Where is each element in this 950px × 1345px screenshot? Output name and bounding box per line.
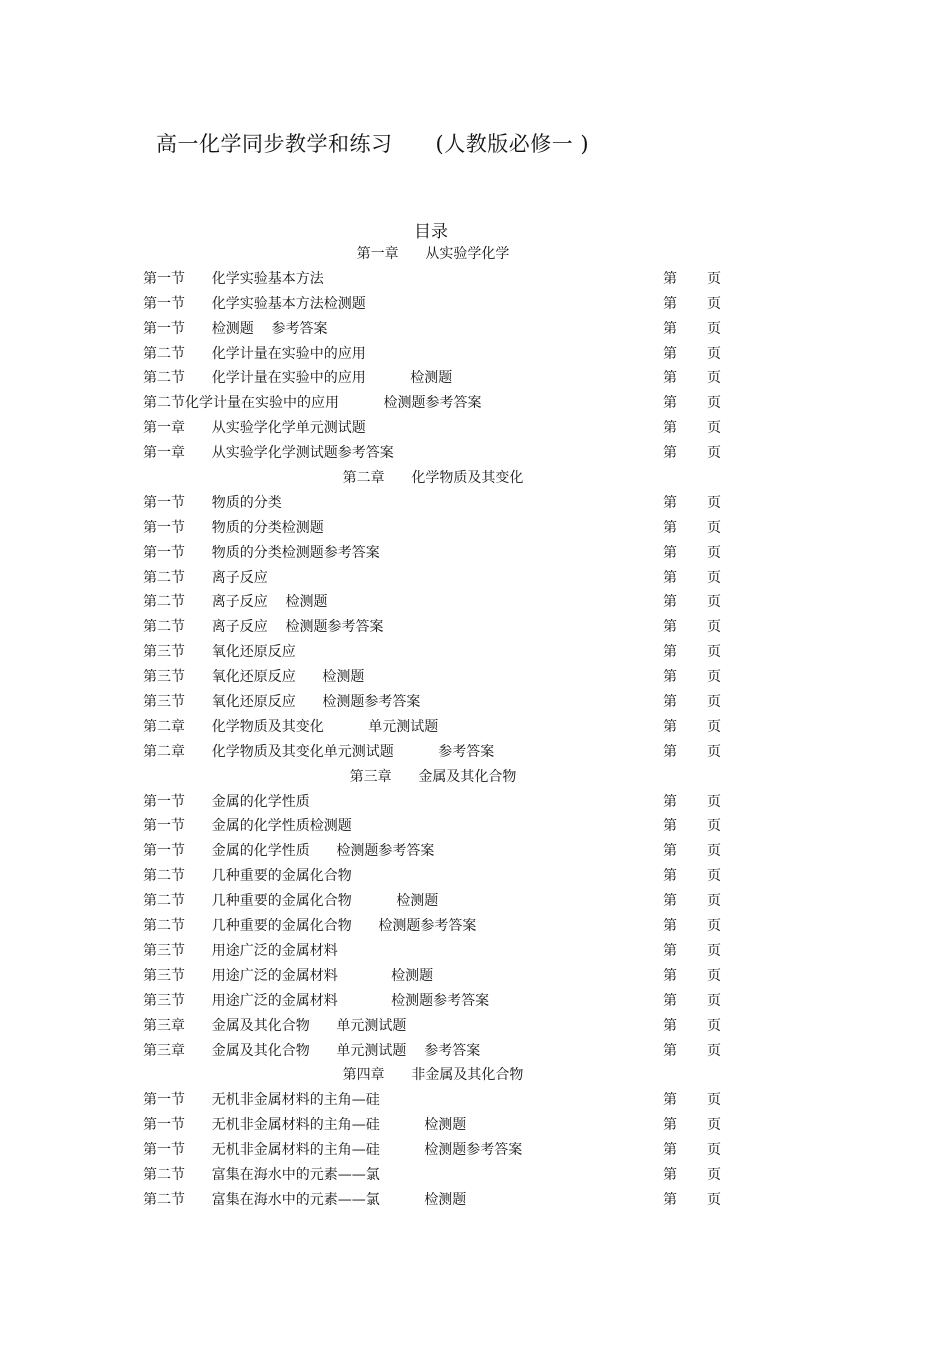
page-label-di: 第	[663, 445, 677, 462]
page-label-ye: 页	[707, 569, 721, 586]
toc-entry	[143, 416, 723, 441]
page-label-di: 第	[663, 1092, 677, 1109]
toc-entry-title: 第一节 物质的分类检测题参考答案	[143, 544, 380, 561]
toc-entry-page-placeholder	[663, 690, 721, 715]
toc-entry-title: 第一节 无机非金属材料的主角—硅 检测题	[143, 1117, 467, 1134]
toc-entry-title: 第二节 几种重要的金属化合物	[143, 868, 352, 885]
toc-entry-title: 第二节 几种重要的金属化合物 检测题	[143, 893, 439, 910]
toc-entry-page-placeholder	[663, 790, 721, 815]
toc-entry-title: 第二节 几种重要的金属化合物 检测题参考答案	[143, 918, 477, 935]
page-label-ye: 页	[707, 893, 721, 910]
toc-entry	[143, 665, 723, 690]
toc-entry-page-placeholder	[663, 889, 721, 914]
page-label-ye: 页	[707, 1042, 721, 1059]
page-label-di: 第	[663, 1142, 677, 1159]
toc-entry-page-placeholder	[663, 366, 721, 391]
page-label-ye: 页	[707, 420, 721, 437]
toc-entry	[143, 640, 723, 665]
page-label-ye: 页	[707, 694, 721, 711]
page-label-ye: 页	[707, 544, 721, 561]
page-label-ye: 页	[707, 743, 721, 760]
toc-entry-title: 第二章 化学物质及其变化单元测试题 参考答案	[143, 743, 495, 760]
toc-entry-page-placeholder	[663, 964, 721, 989]
page-label-ye: 页	[707, 594, 721, 611]
page-label-di: 第	[663, 1042, 677, 1059]
document-title: 高一化学同步教学和练习 (人教版必修一 )	[156, 132, 590, 156]
page-label-di: 第	[663, 893, 677, 910]
toc-entry	[143, 1138, 723, 1163]
toc-entry-title: 第二节 富集在海水中的元素——氯	[143, 1166, 380, 1183]
toc-entry-page-placeholder	[663, 541, 721, 566]
toc-entry-page-placeholder	[663, 1138, 721, 1163]
toc-chapter-heading: 第四章 非金属及其化合物	[342, 1067, 524, 1084]
toc-entry-title: 第三节 用途广泛的金属材料 检测题参考答案	[143, 992, 490, 1009]
toc-entry-page-placeholder	[663, 1188, 721, 1213]
page-label-ye: 页	[707, 718, 721, 735]
toc-entry	[143, 590, 723, 615]
page-label-ye: 页	[707, 519, 721, 536]
toc-entry-title: 第一节 无机非金属材料的主角—硅 检测题参考答案	[143, 1142, 523, 1159]
toc-entry-title: 第一节 化学实验基本方法检测题	[143, 295, 366, 312]
page-label-di: 第	[663, 644, 677, 661]
toc-entry-page-placeholder	[663, 516, 721, 541]
toc-entry-title: 第二节 离子反应	[143, 569, 268, 586]
toc-entry-title: 第三节 氧化还原反应	[143, 644, 296, 661]
page-label-ye: 页	[707, 1092, 721, 1109]
toc-entry	[143, 939, 723, 964]
toc-entry-title: 第一章 从实验学化学单元测试题	[143, 420, 366, 437]
page-label-ye: 页	[707, 967, 721, 984]
page-label-di: 第	[663, 295, 677, 312]
page-label-di: 第	[663, 1191, 677, 1208]
toc-entry-page-placeholder	[663, 665, 721, 690]
toc-entry	[143, 740, 723, 765]
toc-entry-page-placeholder	[663, 615, 721, 640]
page-label-ye: 页	[707, 395, 721, 412]
toc-entry-title: 第一节 检测题 参考答案	[143, 320, 328, 337]
toc-entry	[143, 914, 723, 939]
toc-entry-page-placeholder	[663, 566, 721, 591]
toc-entry-title: 第三节 用途广泛的金属材料 检测题	[143, 967, 434, 984]
page-label-ye: 页	[707, 1142, 721, 1159]
toc-entry	[143, 1163, 723, 1188]
toc-entry-title: 第一节 物质的分类	[143, 494, 282, 511]
toc-entry-page-placeholder	[663, 590, 721, 615]
toc-entry-page-placeholder	[663, 914, 721, 939]
toc-entry-title: 第三节 氧化还原反应 检测题	[143, 669, 365, 686]
page-label-di: 第	[663, 1166, 677, 1183]
page-label-ye: 页	[707, 992, 721, 1009]
page-label-di: 第	[663, 818, 677, 835]
page-label-ye: 页	[707, 1117, 721, 1134]
page-label-di: 第	[663, 420, 677, 437]
page-label-di: 第	[663, 270, 677, 287]
page-label-ye: 页	[707, 1166, 721, 1183]
toc-entry	[143, 615, 723, 640]
page-label-di: 第	[663, 918, 677, 935]
toc-entry-page-placeholder	[663, 441, 721, 466]
toc-entry	[143, 1014, 723, 1039]
toc-entry-title: 第三节 氧化还原反应 检测题参考答案	[143, 694, 421, 711]
toc-entry	[143, 566, 723, 591]
toc-entry-title: 第二章 化学物质及其变化 单元测试题	[143, 718, 439, 735]
page-label-ye: 页	[707, 270, 721, 287]
toc-entry	[143, 267, 723, 292]
toc-entry-title: 第二节化学计量在实验中的应用 检测题参考答案	[143, 395, 482, 412]
toc-entry-title: 第二节 化学计量在实验中的应用 检测题	[143, 370, 453, 387]
toc-entry	[143, 1088, 723, 1113]
toc-entry-page-placeholder	[663, 939, 721, 964]
toc-entry	[143, 814, 723, 839]
page-label-di: 第	[663, 1117, 677, 1134]
toc-entry-title: 第三节 用途广泛的金属材料	[143, 942, 338, 959]
toc-entry	[143, 1039, 723, 1064]
page-label-di: 第	[663, 967, 677, 984]
toc-entry	[143, 1113, 723, 1138]
toc-entry	[143, 441, 723, 466]
toc-entry-page-placeholder	[663, 491, 721, 516]
page-label-ye: 页	[707, 1191, 721, 1208]
toc-entry-page-placeholder	[663, 864, 721, 889]
page-label-di: 第	[663, 694, 677, 711]
toc-entry-page-placeholder	[663, 640, 721, 665]
page-label-di: 第	[663, 868, 677, 885]
page-label-di: 第	[663, 594, 677, 611]
toc-entry-title: 第一节 无机非金属材料的主角—硅	[143, 1092, 380, 1109]
page-label-di: 第	[663, 345, 677, 362]
page-label-di: 第	[663, 669, 677, 686]
toc-entry-title: 第二节 化学计量在实验中的应用	[143, 345, 366, 362]
toc-entry-title: 第三章 金属及其化合物 单元测试题 参考答案	[143, 1042, 481, 1059]
toc-entry-page-placeholder	[663, 267, 721, 292]
toc-entry-title: 第一节 金属的化学性质检测题	[143, 818, 352, 835]
toc-entry-title: 第一章 从实验学化学测试题参考答案	[143, 445, 394, 462]
toc-entry	[143, 491, 723, 516]
toc-heading: 目录	[414, 222, 448, 242]
page-label-ye: 页	[707, 868, 721, 885]
page-label-di: 第	[663, 370, 677, 387]
toc-entry-page-placeholder	[663, 317, 721, 342]
page-label-di: 第	[663, 544, 677, 561]
toc-entry-page-placeholder	[663, 740, 721, 765]
page-label-ye: 页	[707, 619, 721, 636]
toc-entry-page-placeholder	[663, 1088, 721, 1113]
page-label-ye: 页	[707, 370, 721, 387]
toc-entry	[143, 541, 723, 566]
toc-entry-page-placeholder	[663, 416, 721, 441]
toc-entry	[143, 317, 723, 342]
toc-entry	[143, 1188, 723, 1213]
toc-entry	[143, 989, 723, 1014]
toc-entry	[143, 839, 723, 864]
page-label-ye: 页	[707, 295, 721, 312]
page-label-di: 第	[663, 569, 677, 586]
toc-entry	[143, 516, 723, 541]
toc-entry	[143, 864, 723, 889]
page-label-ye: 页	[707, 942, 721, 959]
toc-entry-title: 第一节 化学实验基本方法	[143, 270, 324, 287]
toc-entry-page-placeholder	[663, 814, 721, 839]
page-label-di: 第	[663, 619, 677, 636]
toc-chapter-heading: 第二章 化学物质及其变化	[342, 470, 524, 487]
toc-entry-title: 第二节 富集在海水中的元素——氯 检测题	[143, 1191, 467, 1208]
table-of-contents	[143, 242, 723, 1213]
toc-entry-page-placeholder	[663, 1039, 721, 1064]
toc-entry	[143, 790, 723, 815]
toc-chapter-heading: 第一章 从实验学化学	[356, 246, 510, 262]
toc-entry	[143, 342, 723, 367]
toc-entry	[143, 889, 723, 914]
page-label-di: 第	[663, 395, 677, 412]
toc-entry	[143, 964, 723, 989]
toc-entry-title: 第一节 金属的化学性质	[143, 793, 310, 810]
page-label-ye: 页	[707, 445, 721, 462]
page-label-ye: 页	[707, 345, 721, 362]
toc-entry-title: 第三章 金属及其化合物 单元测试题	[143, 1017, 407, 1034]
toc-entry-page-placeholder	[663, 989, 721, 1014]
page-label-ye: 页	[707, 1017, 721, 1034]
page-label-di: 第	[663, 843, 677, 860]
page-label-di: 第	[663, 793, 677, 810]
page-label-di: 第	[663, 718, 677, 735]
toc-entry-page-placeholder	[663, 715, 721, 740]
toc-entry-title: 第一节 物质的分类检测题	[143, 519, 324, 536]
toc-entry-title: 第二节 离子反应 检测题	[143, 594, 328, 611]
page-label-ye: 页	[707, 793, 721, 810]
toc-entry-page-placeholder	[663, 292, 721, 317]
page-label-ye: 页	[707, 669, 721, 686]
page-label-ye: 页	[707, 818, 721, 835]
toc-entry-page-placeholder	[663, 839, 721, 864]
toc-entry-title: 第一节 金属的化学性质 检测题参考答案	[143, 843, 435, 860]
page-label-di: 第	[663, 992, 677, 1009]
toc-entry-page-placeholder	[663, 342, 721, 367]
page-label-di: 第	[663, 320, 677, 337]
page-label-di: 第	[663, 494, 677, 511]
page-label-di: 第	[663, 942, 677, 959]
page-label-ye: 页	[707, 843, 721, 860]
page-label-di: 第	[663, 519, 677, 536]
toc-entry	[143, 690, 723, 715]
toc-entry-page-placeholder	[663, 1163, 721, 1188]
toc-entry	[143, 391, 723, 416]
page-label-di: 第	[663, 743, 677, 760]
page-label-ye: 页	[707, 320, 721, 337]
toc-entry-title: 第二节 离子反应 检测题参考答案	[143, 619, 384, 636]
page-label-ye: 页	[707, 918, 721, 935]
toc-entry	[143, 292, 723, 317]
toc-entry	[143, 715, 723, 740]
page-label-ye: 页	[707, 644, 721, 661]
toc-entry-page-placeholder	[663, 391, 721, 416]
page-label-ye: 页	[707, 494, 721, 511]
page-label-di: 第	[663, 1017, 677, 1034]
toc-entry-page-placeholder	[663, 1014, 721, 1039]
toc-chapter-heading: 第三章 金属及其化合物	[349, 768, 517, 785]
toc-entry	[143, 366, 723, 391]
toc-entry-page-placeholder	[663, 1113, 721, 1138]
